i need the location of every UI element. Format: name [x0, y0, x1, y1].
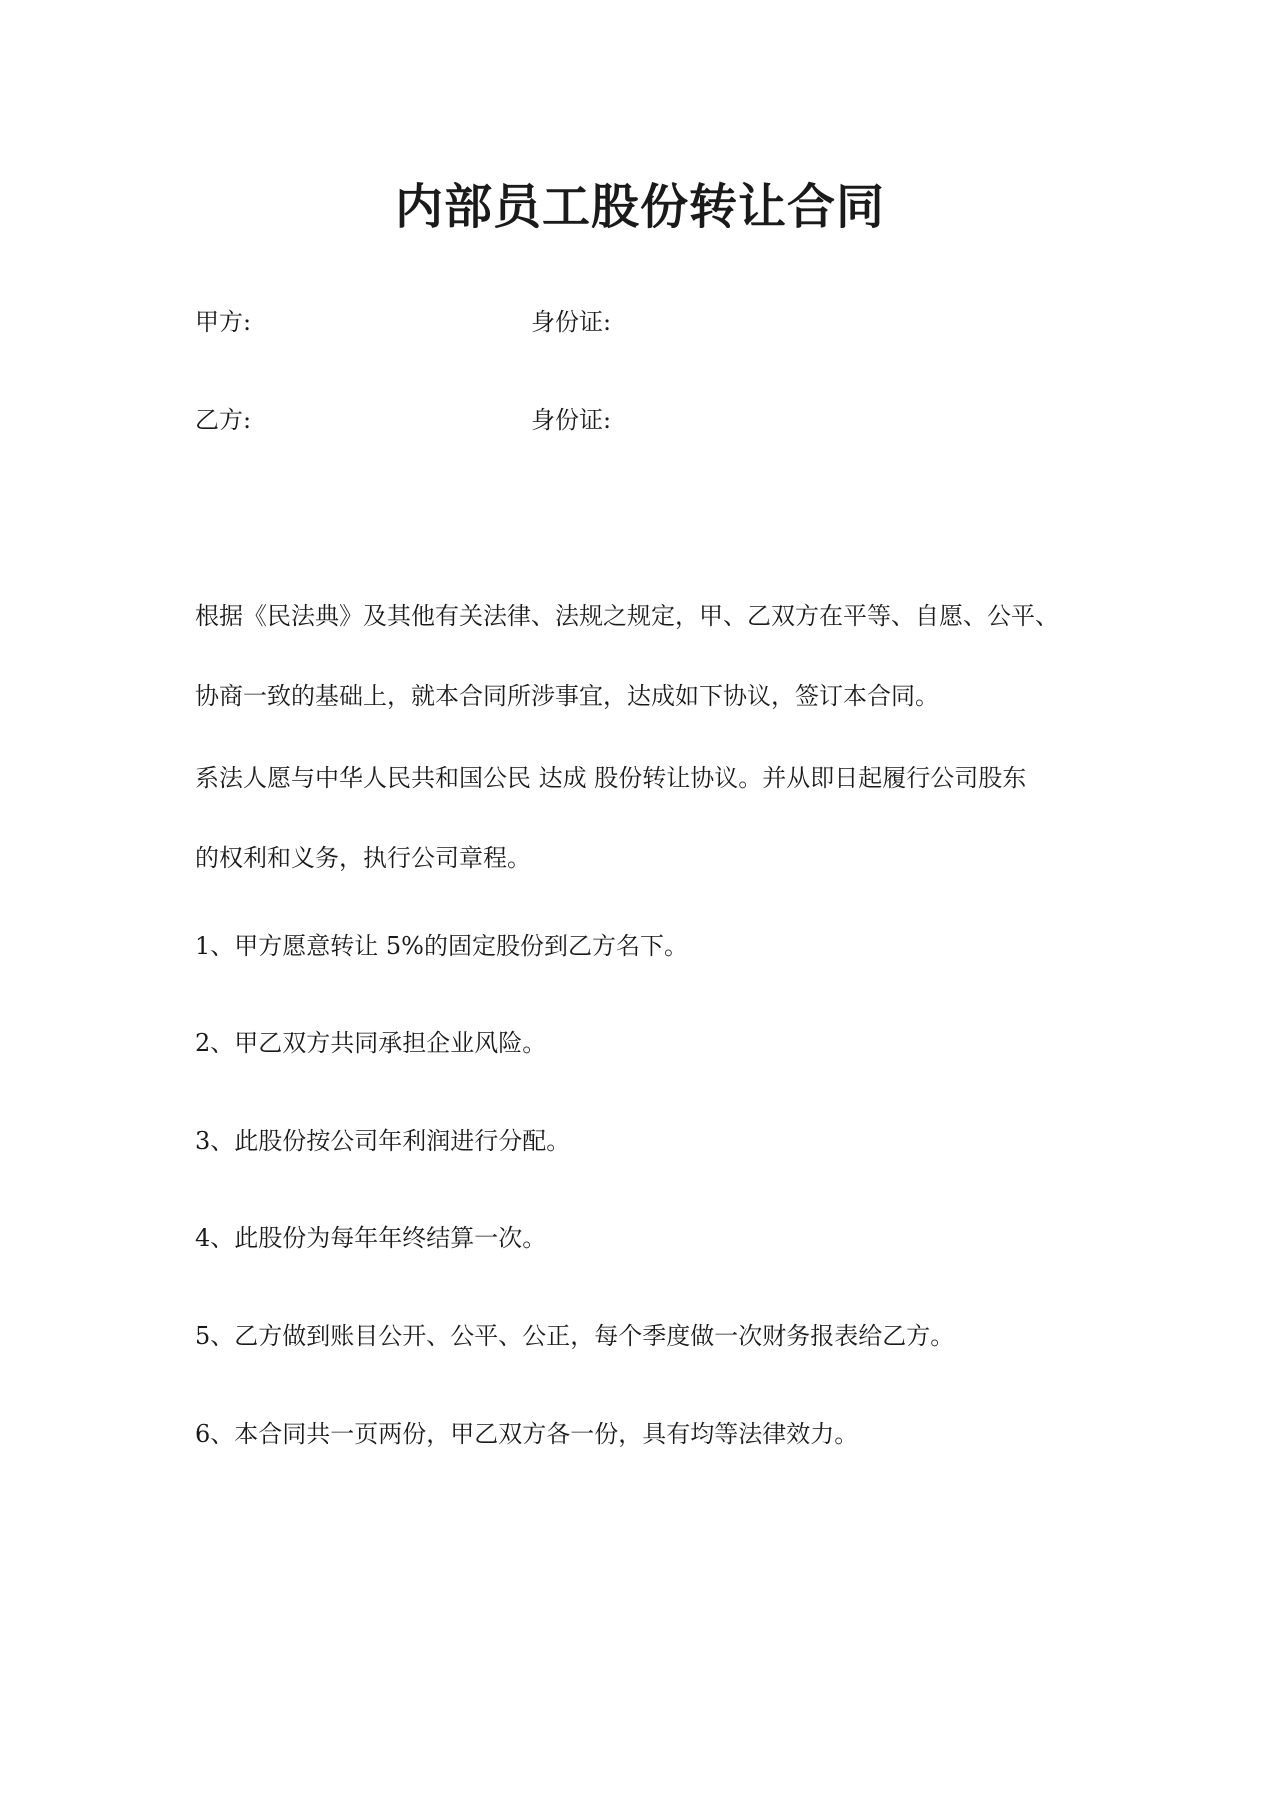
lead-line: 的权利和义务，执行公司章程。	[195, 844, 531, 872]
clause-3: 3、此股份按公司年利润进行分配。	[195, 1127, 571, 1155]
clause-5: 5、乙方做到账目公开、公平、公正，每个季度做一次财务报表给乙方。	[195, 1322, 955, 1350]
lead-paragraph	[195, 758, 1095, 878]
document-title: 内部员工股份转让合同	[394, 179, 885, 235]
intro-line: 根据《民法典》及其他有关法律、法规之规定，甲、乙双方在平等、自愿、公平、	[195, 602, 1059, 630]
party-b-row	[195, 400, 1095, 440]
clause-2: 2、甲乙双方共同承担企业风险。	[195, 1029, 547, 1057]
intro-paragraph	[195, 596, 1095, 716]
clause-1: 1、甲方愿意转让 5%的固定股份到乙方名下。	[195, 932, 688, 960]
intro-line: 协商一致的基础上，就本合同所涉事宜，达成如下协议，签订本合同。	[195, 682, 939, 710]
clause-6: 6、本合同共一页两份，甲乙双方各一份，具有均等法律效力。	[195, 1420, 859, 1448]
party-a-row	[195, 302, 1095, 342]
lead-line: 系法人愿与中华人民共和国公民 达成 股份转让协议。并从即日起履行公司股东	[195, 764, 1027, 792]
party-b-id-label: 身份证:	[531, 406, 612, 434]
party-a-label: 甲方:	[195, 308, 252, 336]
party-b-label: 乙方:	[195, 406, 252, 434]
clause-4: 4、此股份为每年年终结算一次。	[195, 1224, 547, 1252]
party-a-id-label: 身份证:	[531, 308, 612, 336]
